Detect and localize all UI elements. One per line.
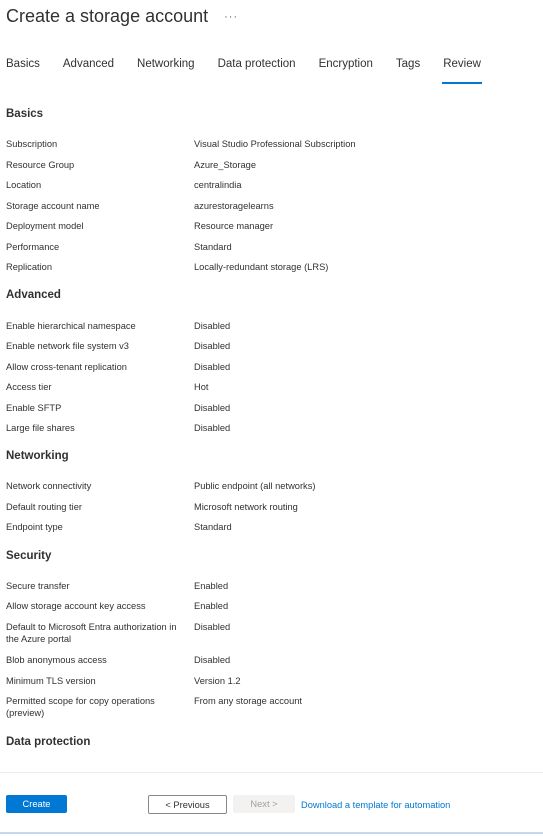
- section-title-advanced: Advanced: [6, 289, 61, 301]
- row-label: Permitted scope for copy operations (preview): [6, 696, 155, 718]
- row-value: Disabled: [194, 403, 231, 413]
- row-value: Standard: [194, 242, 232, 252]
- row-label: Network connectivity: [6, 481, 92, 491]
- row-label: Large file shares: [6, 423, 75, 433]
- row-label: Resource Group: [6, 160, 75, 170]
- wizard-tabs: [6, 58, 504, 76]
- bottom-divider: [0, 832, 543, 834]
- section-title-basics: Basics: [6, 108, 44, 120]
- row-label: Blob anonymous access: [6, 655, 107, 665]
- row-label: Access tier: [6, 382, 52, 392]
- previous-button[interactable]: < Previous: [148, 795, 227, 814]
- row-label: Storage account name: [6, 201, 100, 211]
- wizard-footer: [0, 772, 543, 836]
- row-label: Endpoint type: [6, 522, 63, 532]
- row-value: centralindia: [194, 180, 242, 190]
- row-value: Resource manager: [194, 221, 274, 231]
- row-label: Allow storage account key access: [6, 601, 146, 611]
- row-label: Default routing tier: [6, 502, 82, 512]
- row-value: From any storage account: [194, 696, 302, 706]
- row-label: Enable network file system v3: [6, 341, 129, 351]
- row-label: Minimum TLS version: [6, 676, 96, 686]
- row-value: azurestoragelearns: [194, 201, 274, 211]
- row-value: Microsoft network routing: [194, 502, 298, 512]
- section-title-security: Security: [6, 550, 52, 562]
- row-label: Enable hierarchical namespace: [6, 321, 136, 331]
- create-button[interactable]: Create: [6, 795, 67, 813]
- row-label: Location: [6, 180, 42, 190]
- row-label: Allow cross-tenant replication: [6, 362, 127, 372]
- row-value: Enabled: [194, 601, 229, 611]
- row-value: Enabled: [194, 581, 229, 591]
- row-label: Secure transfer: [6, 581, 70, 591]
- row-label: Replication: [6, 262, 52, 272]
- row-value: Disabled: [194, 655, 231, 665]
- row-value: Locally-redundant storage (LRS): [194, 262, 329, 272]
- row-label: Subscription: [6, 139, 58, 149]
- tab-review[interactable]: Review: [443, 58, 481, 76]
- row-value: Visual Studio Professional Subscription: [194, 139, 356, 149]
- section-title-networking: Networking: [6, 450, 69, 462]
- row-value: Standard: [194, 522, 232, 532]
- section-title-data-protection: Data protection: [6, 736, 91, 748]
- download-template-link[interactable]: Download a template for automation: [301, 800, 451, 810]
- row-label: Performance: [6, 242, 60, 252]
- row-value: Disabled: [194, 423, 231, 433]
- tab-encryption[interactable]: Encryption: [318, 58, 373, 70]
- tab-data-protection[interactable]: Data protection: [217, 58, 296, 70]
- row-value: Disabled: [194, 362, 231, 372]
- more-options-icon[interactable]: ···: [224, 11, 239, 23]
- tab-advanced[interactable]: Advanced: [62, 58, 115, 70]
- row-value: Disabled: [194, 321, 231, 331]
- row-label: Deployment model: [6, 221, 84, 231]
- tab-basics[interactable]: Basics: [6, 58, 40, 70]
- page-header: [6, 6, 238, 27]
- row-value: Disabled: [194, 341, 231, 351]
- tab-tags[interactable]: Tags: [395, 58, 421, 70]
- row-label: Default to Microsoft Entra authorization in the Azure portal: [6, 622, 177, 644]
- page-title: Create a storage account: [6, 6, 209, 26]
- row-value: Disabled: [194, 622, 231, 632]
- row-value: Public endpoint (all networks): [194, 481, 316, 491]
- row-value: Hot: [194, 382, 209, 392]
- tab-networking[interactable]: Networking: [137, 58, 195, 70]
- row-value: Azure_Storage: [194, 160, 257, 170]
- row-label: Enable SFTP: [6, 403, 62, 413]
- row-value: Version 1.2: [194, 676, 241, 686]
- next-button[interactable]: Next >: [233, 795, 295, 813]
